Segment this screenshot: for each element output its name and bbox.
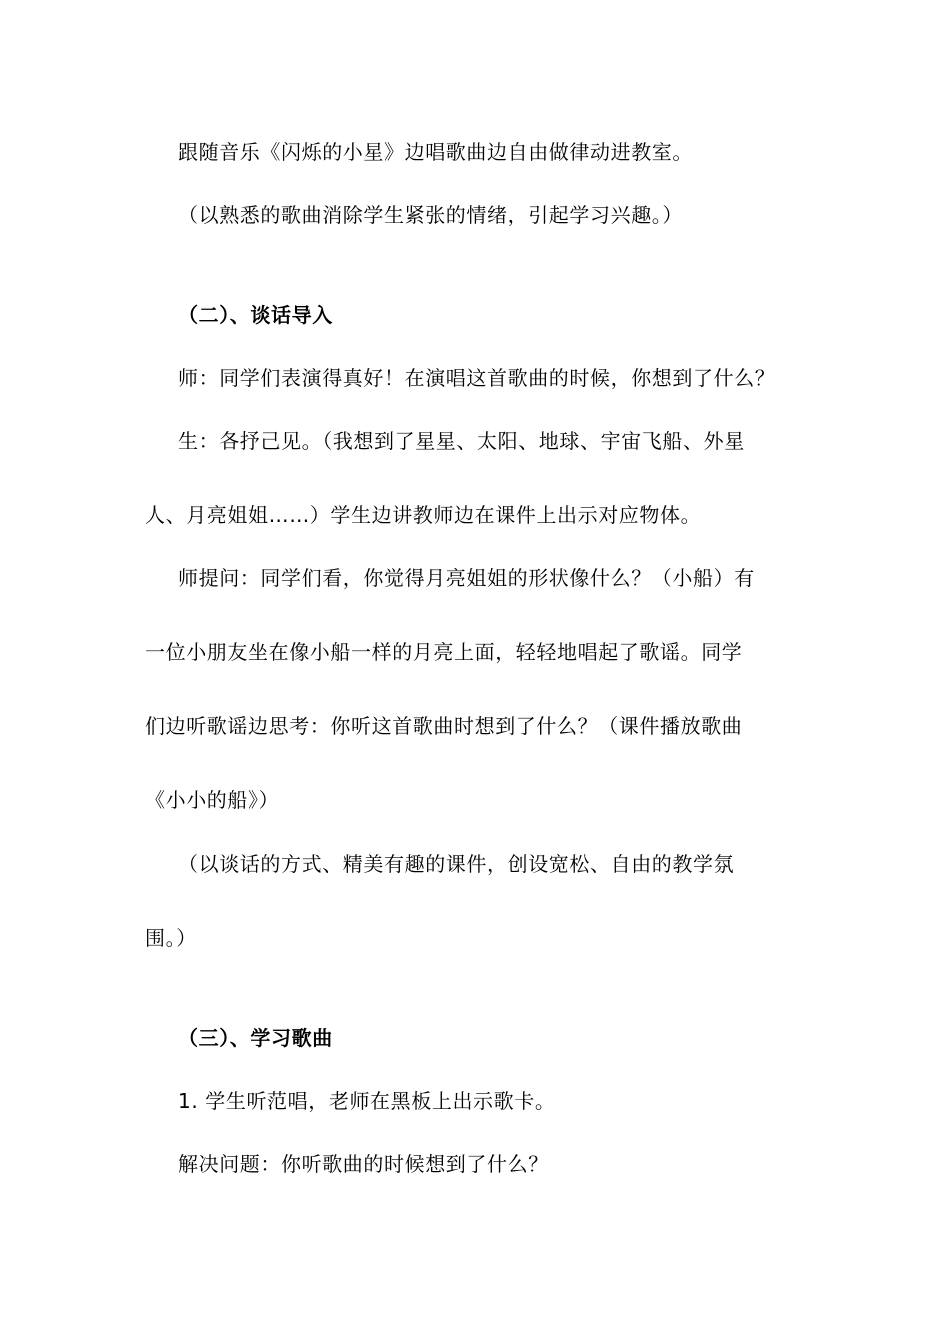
section-heading-3: （三）、学习歌曲 bbox=[178, 1026, 333, 1050]
paragraph-teacher-question-cont-3: 《小小的船》） bbox=[145, 788, 280, 812]
paragraph-problem: 解决问题：你听歌曲的时候想到了什么？ bbox=[178, 1152, 549, 1176]
section-heading-2: （二）、谈话导入 bbox=[178, 303, 333, 327]
paragraph-teacher-question: 师提问：同学们看，你觉得月亮姐姐的形状像什么？（小船）有 bbox=[178, 566, 755, 590]
paragraph-student-1-cont: 人、月亮姐姐……）学生边讲教师边在课件上出示对应物体。 bbox=[145, 503, 702, 527]
paragraph-note-2: （以谈话的方式、精美有趣的课件，创设宽松、自由的教学氛 bbox=[178, 852, 735, 876]
paragraph-teacher-question-cont-1: 一位小朋友坐在像小船一样的月亮上面，轻轻地唱起了歌谣。同学 bbox=[145, 640, 743, 664]
paragraph-teacher-question-cont-2: 们边听歌谣边思考：你听这首歌曲时想到了什么？（课件播放歌曲 bbox=[145, 714, 743, 738]
list-item-1: 1. 学生听范唱，老师在黑板上出示歌卡。 bbox=[178, 1089, 556, 1113]
paragraph-student-1: 生：各抒己见。（我想到了星星、太阳、地球、宇宙飞船、外星 bbox=[178, 429, 745, 453]
paragraph-enter-classroom: 跟随音乐《闪烁的小星》边唱歌曲边自由做律动进教室。 bbox=[178, 140, 693, 164]
paragraph-note-2-cont: 围。） bbox=[145, 926, 197, 950]
paragraph-note-1: （以熟悉的歌曲消除学生紧张的情绪，引起学习兴趣。） bbox=[178, 203, 683, 227]
paragraph-teacher-1: 师：同学们表演得真好！在演唱这首歌曲的时候，你想到了什么？ bbox=[178, 366, 776, 390]
